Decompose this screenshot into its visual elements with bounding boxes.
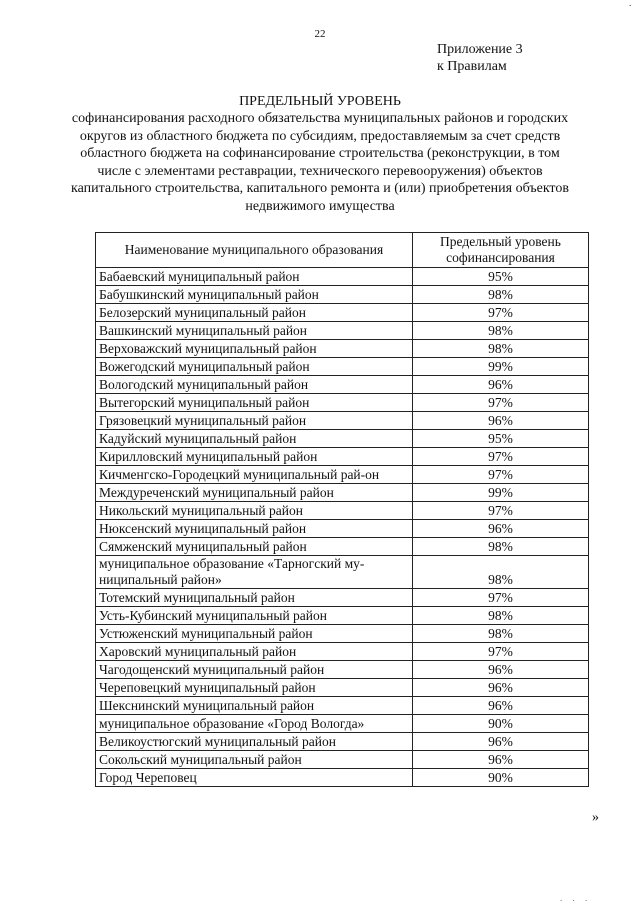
- table-row: [96, 448, 589, 466]
- cofinancing-level: 96%: [413, 376, 589, 394]
- municipality-name: Вологодский муниципальный район: [96, 376, 413, 394]
- municipality-name: Никольский муниципальный район: [96, 502, 413, 520]
- table-row: [96, 715, 589, 733]
- table-row: [96, 697, 589, 715]
- municipality-name: муниципальное образование «Тарногский му-ниципальный район»: [96, 556, 413, 589]
- cofinancing-level: 90%: [413, 715, 589, 733]
- municipality-name: Харовский муниципальный район: [96, 643, 413, 661]
- municipality-name: Великоустюгский муниципальный район: [96, 733, 413, 751]
- cofinancing-level: 96%: [413, 520, 589, 538]
- table-row: [96, 340, 589, 358]
- table-row: [96, 520, 589, 538]
- table-row: [96, 556, 589, 589]
- cofinancing-level: 98%: [413, 538, 589, 556]
- cofinancing-level: 98%: [413, 625, 589, 643]
- table-row: [96, 322, 589, 340]
- cofinancing-level: 98%: [413, 340, 589, 358]
- municipality-name: муниципальное образование «Город Вологда»: [96, 715, 413, 733]
- appendix-line-1: Приложение 3: [437, 42, 523, 57]
- table-row: [96, 733, 589, 751]
- cofinancing-level: 98%: [413, 322, 589, 340]
- table-row: [96, 643, 589, 661]
- cofinancing-level: 97%: [413, 304, 589, 322]
- municipality-name: Устюженский муниципальный район: [96, 625, 413, 643]
- table-row: [96, 589, 589, 607]
- cofinancing-level: 95%: [413, 430, 589, 448]
- appendix-reference: [437, 41, 523, 75]
- municipality-name: Кирилловский муниципальный район: [96, 448, 413, 466]
- table-row: [96, 394, 589, 412]
- table-row: [96, 625, 589, 643]
- cofinancing-level: 96%: [413, 733, 589, 751]
- cofinancing-table: [95, 232, 589, 787]
- cofinancing-level: 96%: [413, 661, 589, 679]
- closing-quote: »: [592, 810, 599, 825]
- municipality-name: Усть-Кубинский муниципальный район: [96, 607, 413, 625]
- table-row: [96, 679, 589, 697]
- appendix-line-2: к Правилам: [437, 59, 507, 74]
- cofinancing-level: 96%: [413, 412, 589, 430]
- municipality-name: Сокольский муниципальный район: [96, 751, 413, 769]
- cofinancing-level: 99%: [413, 358, 589, 376]
- header-municipality: Наименование муниципального образования: [96, 233, 413, 268]
- table-row: [96, 607, 589, 625]
- table-row: [96, 484, 589, 502]
- municipality-name: Чагодощенский муниципальный район: [96, 661, 413, 679]
- cofinancing-level: 98%: [413, 607, 589, 625]
- municipality-name: Междуреченский муниципальный район: [96, 484, 413, 502]
- document-subtitle: софинансирования расходного обязательства муниципальных районов и городских округов из областного бюджета по субсидиям, предоставляемым за счет средств областного бюджета на софинансирование строительства (реконструкции, в том числе с элементами реставрации, технического перевооружения) объектов капитального строительства, капитального ремонта и (или) приобретения объектов недвижимого имущества: [71, 111, 569, 214]
- municipality-name: Нюксенский муниципальный район: [96, 520, 413, 538]
- cofinancing-level: 90%: [413, 769, 589, 787]
- cofinancing-level: 97%: [413, 589, 589, 607]
- header-cofinancing-level: Предельный уровень софинансирования: [413, 233, 589, 268]
- corner-scan-mark: ·: [628, 0, 632, 12]
- table-row: [96, 286, 589, 304]
- municipality-name: Сямженский муниципальный район: [96, 538, 413, 556]
- table-row: [96, 538, 589, 556]
- table-row: [96, 661, 589, 679]
- municipality-name: Тотемский муниципальный район: [96, 589, 413, 607]
- cofinancing-level: 99%: [413, 484, 589, 502]
- table-row: [96, 466, 589, 484]
- municipality-name: Бабушкинский муниципальный район: [96, 286, 413, 304]
- table-row: [96, 769, 589, 787]
- municipality-name: Шекснинский муниципальный район: [96, 697, 413, 715]
- cofinancing-level: 98%: [413, 286, 589, 304]
- municipality-name: Кадуйский муниципальный район: [96, 430, 413, 448]
- municipality-name: Грязовецкий муниципальный район: [96, 412, 413, 430]
- table-row: [96, 376, 589, 394]
- table-row: [96, 268, 589, 286]
- municipality-name: Город Череповец: [96, 769, 413, 787]
- cofinancing-level: 97%: [413, 643, 589, 661]
- table-row: [96, 751, 589, 769]
- municipality-name: Череповецкий муниципальный район: [96, 679, 413, 697]
- cofinancing-level: 97%: [413, 448, 589, 466]
- municipality-name: Вожегодский муниципальный район: [96, 358, 413, 376]
- municipality-name: Белозерский муниципальный район: [96, 304, 413, 322]
- municipality-name: Бабаевский муниципальный район: [96, 268, 413, 286]
- cofinancing-level: 97%: [413, 502, 589, 520]
- cofinancing-level: 96%: [413, 679, 589, 697]
- document-title: ПРЕДЕЛЬНЫЙ УРОВЕНЬ: [239, 94, 401, 109]
- bottom-scan-mark: . . .: [560, 893, 592, 903]
- cofinancing-level: 97%: [413, 394, 589, 412]
- table-row: [96, 430, 589, 448]
- cofinancing-level: 96%: [413, 697, 589, 715]
- municipality-name: Кичменгско-Городецкий муниципальный рай-он: [96, 466, 413, 484]
- municipality-name: Вашкинский муниципальный район: [96, 322, 413, 340]
- municipality-name: Верховажский муниципальный район: [96, 340, 413, 358]
- table-header-row: [96, 233, 589, 268]
- table-row: [96, 502, 589, 520]
- cofinancing-level: 98%: [413, 556, 589, 589]
- municipality-name: Вытегорский муниципальный район: [96, 394, 413, 412]
- cofinancing-level: 96%: [413, 751, 589, 769]
- table-row: [96, 304, 589, 322]
- page-number: 22: [314, 28, 326, 40]
- table-body: [96, 268, 589, 787]
- table-row: [96, 358, 589, 376]
- cofinancing-level: 95%: [413, 268, 589, 286]
- cofinancing-level: 97%: [413, 466, 589, 484]
- table-row: [96, 412, 589, 430]
